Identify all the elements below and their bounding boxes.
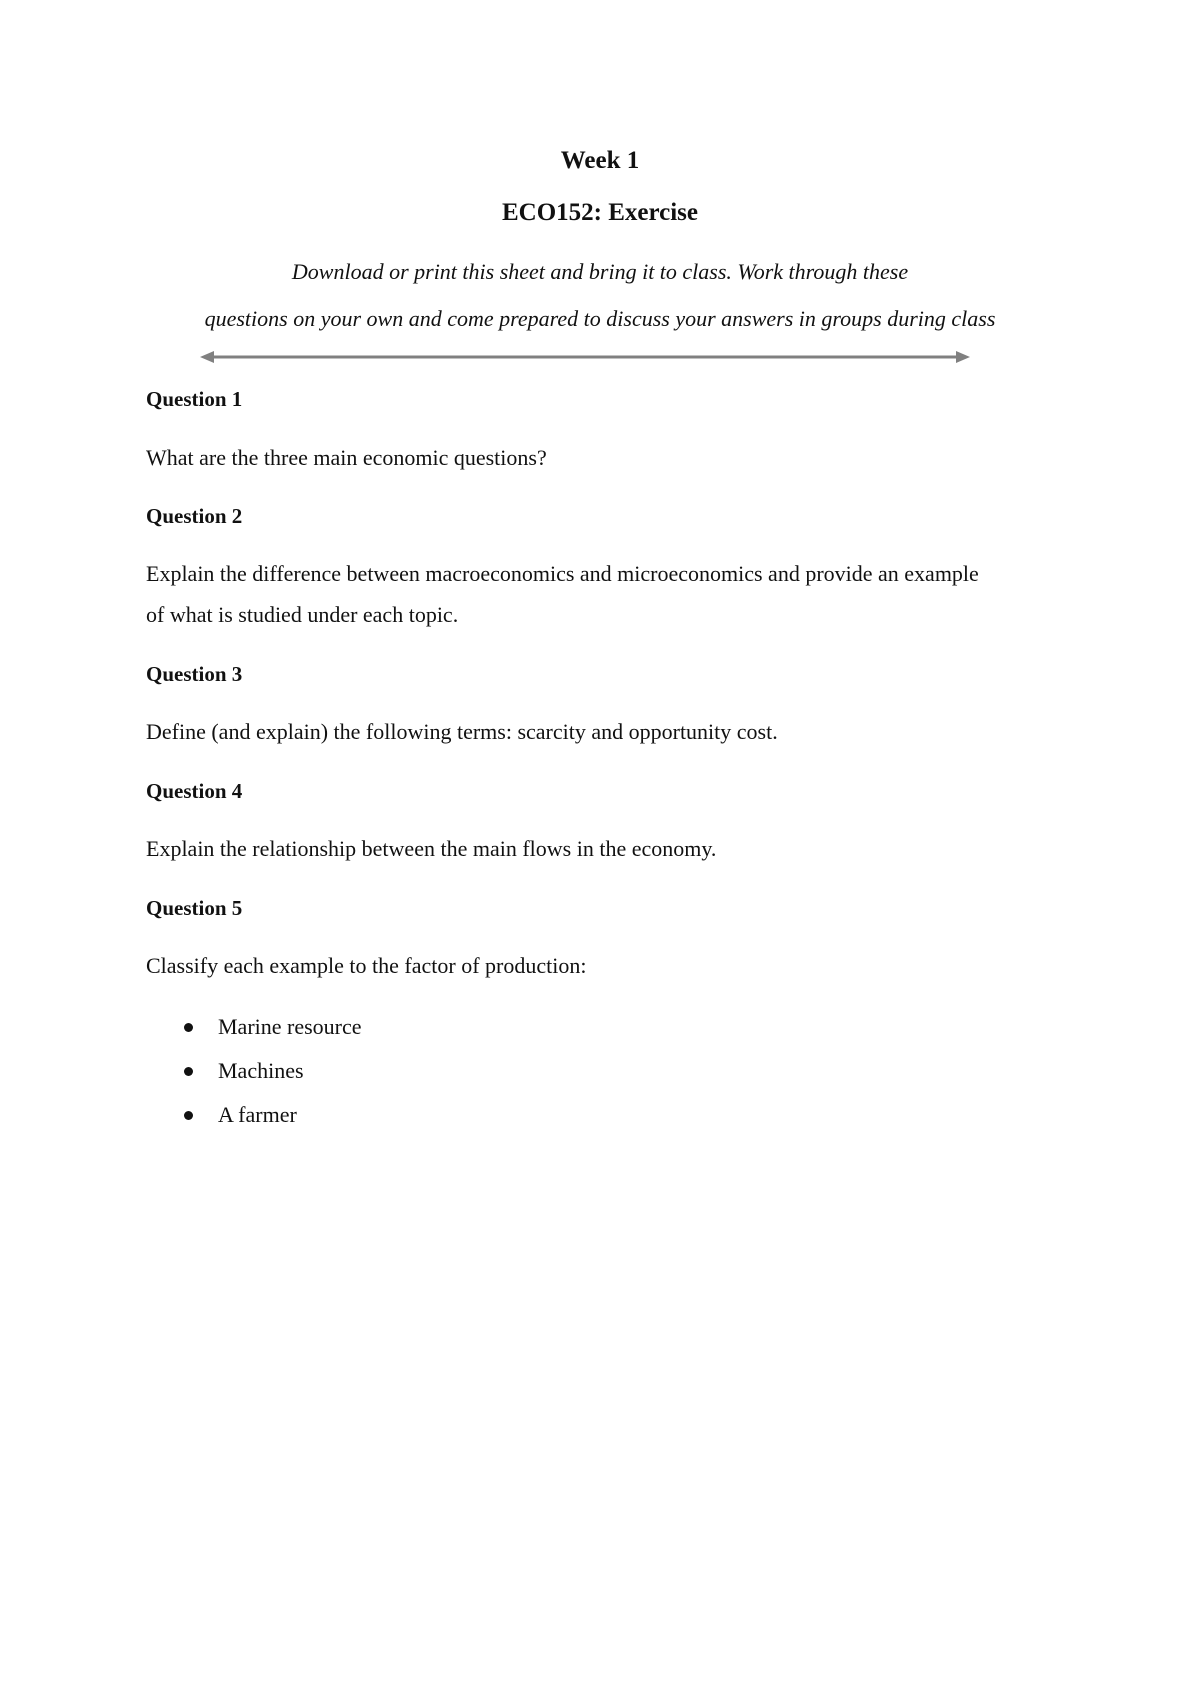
- question-5-body: [146, 945, 1076, 986]
- question-heading: Question 3: [146, 662, 243, 686]
- question-heading: Question 4: [146, 779, 243, 803]
- list-item: [146, 1049, 1076, 1093]
- list-item-label: Marine resource: [218, 1014, 362, 1039]
- list-item-label: A farmer: [218, 1102, 297, 1127]
- bullet-icon: [184, 1023, 193, 1032]
- list-item-label: Machines: [218, 1058, 304, 1083]
- question-3-body: [146, 711, 1076, 752]
- instructions-line-2: questions on your own and come prepared to discuss your answers in groups during class: [204, 306, 996, 331]
- double-arrow-divider: [200, 349, 970, 365]
- list-item: [146, 1093, 1076, 1137]
- question-heading: Question 5: [146, 896, 243, 920]
- instructions-line-1: Download or print this sheet and bring it to class. Work through these: [291, 259, 909, 284]
- question-1-body: [146, 437, 1076, 478]
- question-2: [146, 502, 1076, 530]
- question-text: Explain the relationship between the main flows in the economy.: [146, 836, 717, 861]
- question-text-line-2: of what is studied under each topic.: [146, 602, 459, 627]
- question-2-body: [146, 553, 1076, 635]
- question-4-body: [146, 828, 1076, 869]
- factor-examples-list: [146, 1005, 1076, 1137]
- bullet-icon: [184, 1111, 193, 1120]
- question-3: [146, 660, 1076, 688]
- question-text: Classify each example to the factor of production:: [146, 953, 587, 978]
- question-text-line-1: Explain the difference between macroeconomics and microeconomics and provide an example: [146, 561, 979, 586]
- instructions: [0, 248, 1200, 342]
- bullet-list: [146, 1005, 1076, 1137]
- course-title: ECO152: Exercise: [501, 199, 699, 226]
- list-item: [146, 1005, 1076, 1049]
- question-1: [146, 385, 1076, 413]
- question-5: [146, 894, 1076, 922]
- week-title: Week 1: [560, 147, 640, 174]
- question-heading: Question 2: [146, 504, 243, 528]
- question-heading: Question 1: [146, 387, 243, 411]
- bullet-icon: [184, 1067, 193, 1076]
- question-4: [146, 777, 1076, 805]
- question-text: What are the three main economic questions?: [146, 445, 547, 470]
- question-text: Define (and explain) the following terms: scarcity and opportunity cost.: [146, 719, 778, 744]
